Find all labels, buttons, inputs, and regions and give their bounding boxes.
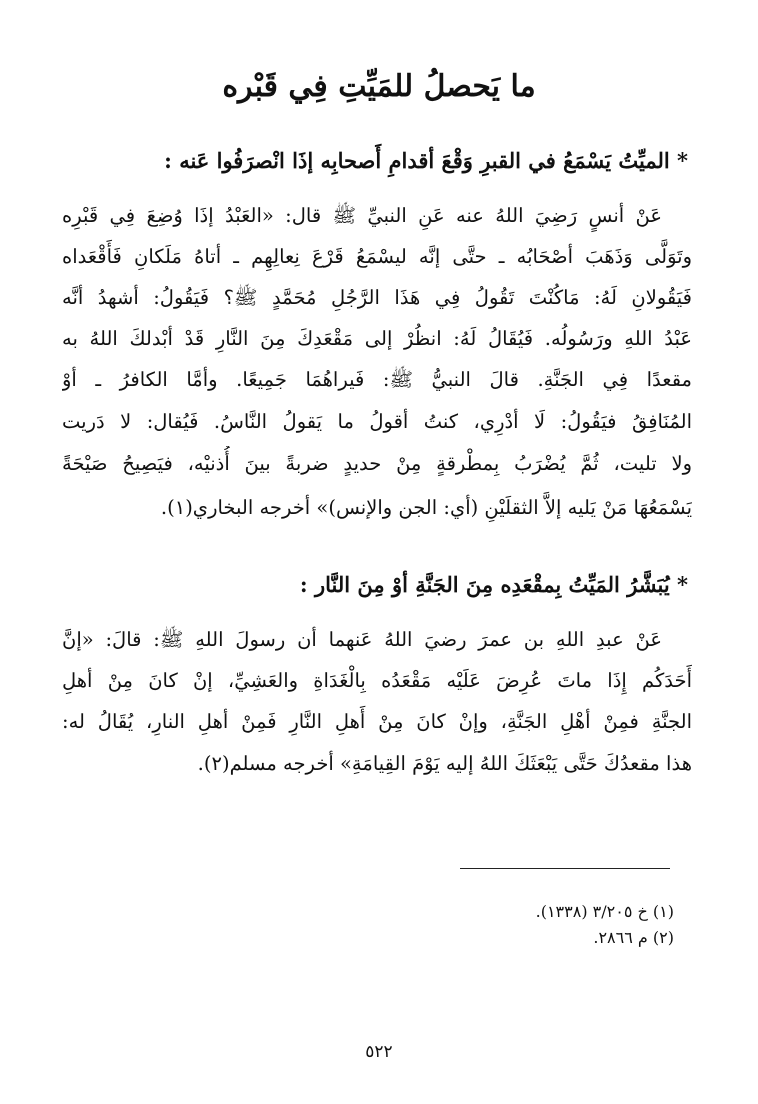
text-line: الجنَّةِ فمِنْ أهْلِ الجَنَّةِ، وإنْ كانَ مِنْ أَهلِ النَّارِ فَمِنْ أهلِ النارِ، يُقَالُ له: bbox=[62, 710, 692, 733]
page-title: ما يَحصلُ للمَيِّتِ فِي قَبْره bbox=[222, 69, 536, 104]
footnote: (١) خ ٣/٢٠٥ (١٣٣٨). bbox=[535, 902, 674, 921]
text-line: عَنْ أنسٍ رَضِيَ اللهُ عنه عَنِ النبيِّ ﷺ قال: «العَبْدُ إذَا وُضِعَ فِي قَبْرِه bbox=[62, 204, 662, 227]
text-line: عَبْدُ اللهِ ورَسُولُه. فَيُقَالُ لَهُ: انظُرْ إلى مَقْعَدِكَ مِنَ النَّارِ قَدْ أبْدلكَ اللهُ به bbox=[62, 327, 692, 350]
text-line: وتَوَلَّى وَذَهَبَ أصْحَابُه ـ حتَّى إنَّه ليسْمَعُ قَرْعَ نِعالِهِم ـ أتاهُ مَلَكانِ فَأَقْعَداه bbox=[62, 245, 692, 268]
text-line: فَيَقُولانِ لَهُ: مَاكُنْتَ تَقُولُ فِي هَذَا الرَّجُلِ مُحَمَّدٍ ﷺ؟ فَيَقُولُ: أشهدُ أنَّه bbox=[62, 286, 692, 309]
footnote: (٢) م ٢٨٦٦. bbox=[593, 928, 674, 947]
text-line: مقعدًا فِي الجَنَّةِ. قالَ النبيُّ ﷺ: فَيراهُمَا جَمِيعًا. وأمَّا الكافرُ ـ أوْ bbox=[62, 368, 692, 391]
section-heading-listening: * الميِّتُ يَسْمَعُ في القبرِ وَقْعَ أقدامِ أَصحابِه إذَا انْصرَفُوا عَنه : bbox=[164, 148, 688, 173]
text-line: ولا تليت، ثُمَّ يُضْرَبُ بِمطْرقةٍ مِنْ حديدٍ ضربةً بينَ أُذنيْه، فيَصِيحُ صَيْحَةً bbox=[62, 452, 692, 475]
text-line: عَنْ عبدِ اللهِ بن عمرَ رضيَ اللهُ عَنهما أن رسولَ اللهِ ﷺ: قالَ: «إنَّ bbox=[62, 628, 662, 651]
page-number: ٥٢٢ bbox=[365, 1042, 393, 1062]
text-line: المُنَافِقُ فيَقُولُ: لَا أدْرِي، كنتُ أقولُ ما يَقولُ النَّاسُ. فَيُقال: لا دَريت bbox=[62, 410, 692, 433]
text-line: يَسْمَعُهَا مَنْ يَليه إلاَّ الثقلَيْنِ (أي: الجن والإنس)» أخرجه البخاري(١). bbox=[160, 496, 692, 519]
text-line: أَحَدَكُم إِذَا ماتَ عُرِضَ عَلَيْه مَقْعَدُه بِالْغَدَاةِ والعَشِيِّ، إنْ كانَ مِنْ أهلِ bbox=[62, 669, 692, 692]
footnote-separator bbox=[460, 868, 670, 869]
section-heading-seat: * يُبَشَّرُ المَيِّتُ بِمقْعَدِه مِنَ الجَنَّةِ أوْ مِنَ النَّار : bbox=[299, 572, 688, 597]
text-line: هذا مقعدُكَ حَتَّى يَبْعَثَكَ اللهُ إليه يَوْمَ القِيامَةِ» أخرجه مسلم(٢). bbox=[197, 752, 692, 775]
